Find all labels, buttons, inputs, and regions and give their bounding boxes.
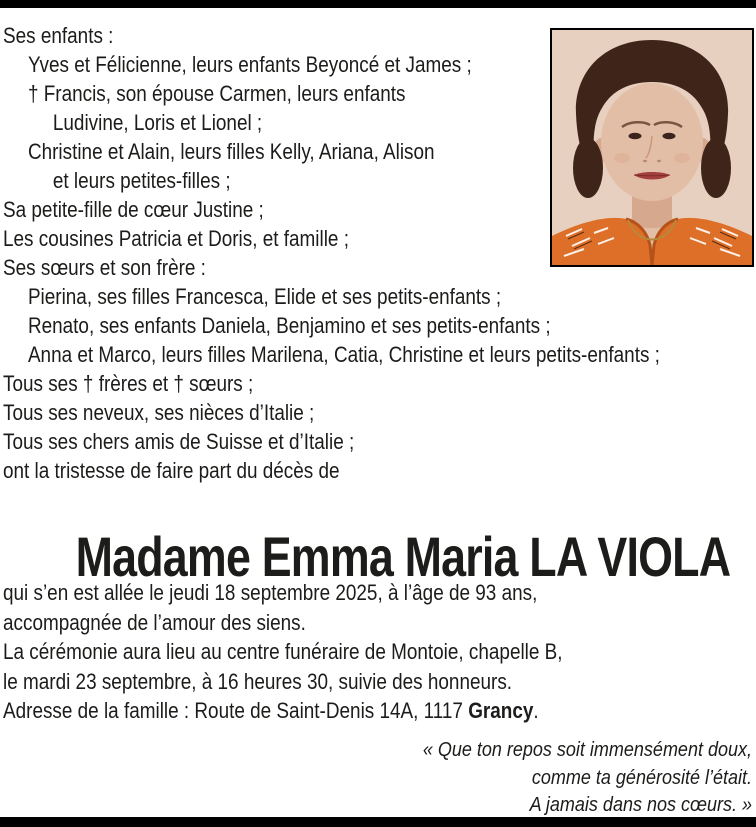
family-line: Ludivine, Loris et Lionel ;: [52, 110, 263, 135]
portrait-illustration: [552, 30, 752, 265]
family-line: Les cousines Patricia et Doris, et famille ;: [3, 226, 349, 251]
quote-line: A jamais dans nos cœurs. »: [529, 794, 752, 816]
family-line: et leurs petites-filles ;: [52, 168, 231, 193]
announcement-block: [3, 578, 751, 726]
family-address-line: [3, 696, 751, 726]
memorial-quote-block: [176, 737, 752, 820]
family-line: Ses enfants :: [3, 23, 114, 48]
family-line: † Francis, son épouse Carmen, leurs enfants: [27, 81, 406, 106]
announcement-lines: [3, 578, 751, 696]
announcement-line: accompagnée de l’amour des siens.: [3, 609, 306, 635]
family-line: Anna et Marco, leurs filles Marilena, Catia, Christine et leurs petits-enfants ;: [27, 342, 660, 367]
announcement-line: La cérémonie aura lieu au centre funéraire de Montoie, chapelle B,: [3, 639, 563, 664]
family-line: ont la tristesse de faire part du décès de: [3, 458, 340, 483]
announcement-line: le mardi 23 septembre, à 16 heures 30, suivie des honneurs.: [3, 668, 513, 694]
family-line: Tous ses chers amis de Suisse et d’Italie ;: [3, 429, 355, 454]
family-line: Yves et Félicienne, leurs enfants Beyoncé et James ;: [27, 52, 472, 77]
family-line: Renato, ses enfants Daniela, Benjamino et ses petits-enfants ;: [27, 313, 551, 338]
family-line: Pierina, ses filles Francesca, Elide et ses petits-enfants ;: [27, 284, 502, 309]
family-line: Tous ses † frères et † sœurs ;: [3, 371, 254, 396]
deceased-name-title: Madame Emma Maria LA VIOLA: [75, 524, 731, 588]
family-line: Christine et Alain, leurs filles Kelly, Ariana, Alison: [27, 139, 435, 164]
announcement-line: qui s’en est allée le jeudi 18 septembre 2025, à l’âge de 93 ans,: [3, 580, 538, 605]
bottom-rule-bar: [0, 817, 756, 827]
family-line: Tous ses neveux, ses nièces d’Italie ;: [3, 400, 315, 425]
address-period: .: [533, 698, 539, 723]
family-line: Ses sœurs et son frère :: [3, 255, 206, 280]
address-locality: Grancy: [468, 698, 534, 723]
address-text: Adresse de la famille : Route de Saint-Denis 14A, 1117: [3, 698, 469, 723]
quote-line: « Que ton repos soit immensément doux,: [422, 739, 752, 761]
portrait-photo: [550, 28, 754, 267]
quote-line: comme ta générosité l’était.: [531, 766, 752, 789]
family-line: Sa petite-fille de cœur Justine ;: [3, 197, 264, 222]
top-rule-bar: [0, 0, 756, 8]
